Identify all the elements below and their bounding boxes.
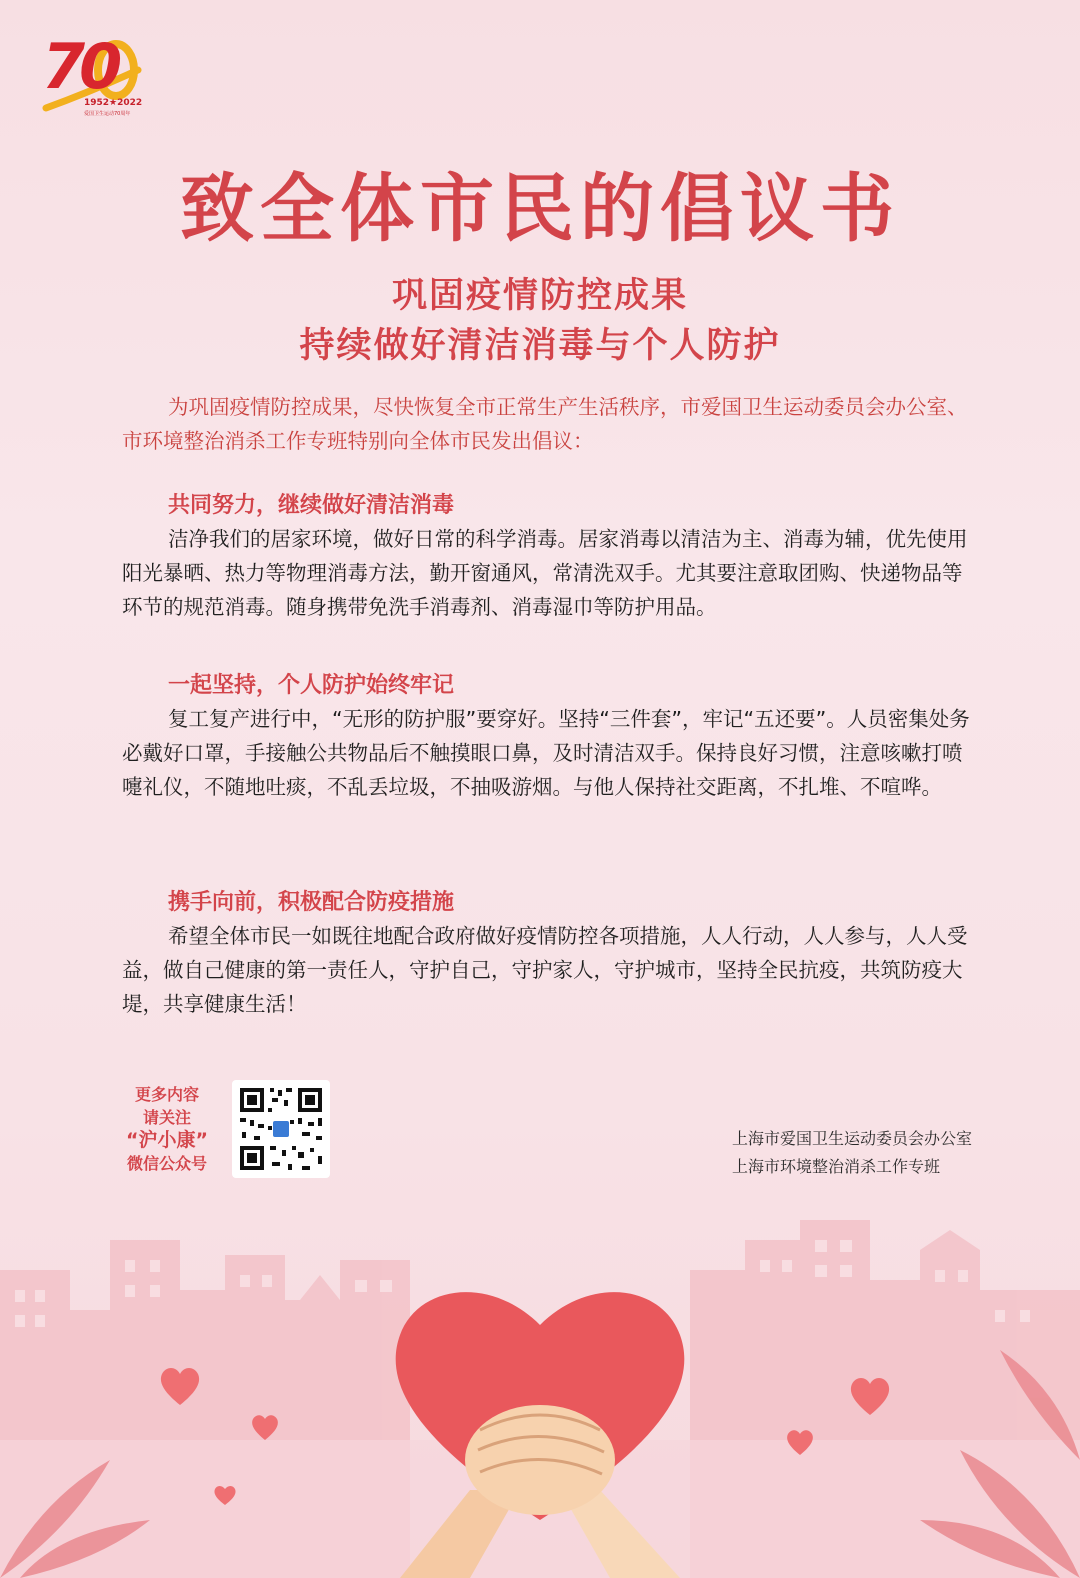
section-heading-2: 一起坚持，个人防护始终牢记 <box>168 673 455 698</box>
page-title: 致全体市民的倡议书 <box>180 166 900 252</box>
subtitle-line-1: 巩固疫情防控成果 <box>391 276 688 316</box>
section-heading-1: 共同努力，继续做好清洁消毒 <box>168 493 455 518</box>
section-body-2: 复工复产进行中，“无形的防护服”要穿好。坚持“三件套”，牢记“五还要”。人员密集处务必戴好口罩，手接触公共物品后不触摸眼口鼻，及时清洁双手。保持良好习惯，注意咳嗽打喷嚏礼仪，不随地吐痰，不乱丢垃圾，不抽吸游烟。与他人保持社交距离，不扎堆、不喧哗。 <box>122 707 970 799</box>
logo-years: 1952★2022 <box>84 98 143 108</box>
subtitle-line-2: 持续做好清洁消毒与个人防护 <box>299 326 781 366</box>
follow-line-1: 更多内容 <box>134 1085 199 1104</box>
signature-line-2: 上海市环境整治消杀工作专班 <box>731 1157 940 1176</box>
section-heading-3: 携手向前，积极配合防疫措施 <box>168 890 455 915</box>
signature-line-1: 上海市爱国卫生运动委员会办公室 <box>731 1129 972 1148</box>
section-body-1: 洁净我们的居家环境，做好日常的科学消毒。居家消毒以清洁为主、消毒为辅，优先使用阳光暴晒、热力等物理消毒方法，勤开窗通风，常清洗双手。尤其要注意取团购、快递物品等环节的规范消毒。随身携带免洗手消毒剂、消毒湿巾等防护用品。 <box>122 527 968 619</box>
signature-block <box>732 1125 972 1181</box>
section-body-3: 希望全体市民一如既往地配合政府做好疫情防控各项措施，人人行动，人人参与，人人受益，做自己健康的第一责任人，守护自己，守护家人，守护城市，坚持全民抗疫，共筑防疫大堤，共享健康生活！ <box>122 924 968 1016</box>
follow-line-2: 请关注 <box>142 1108 191 1127</box>
anniversary-logo <box>40 30 150 120</box>
city-heart-illustration <box>0 1200 1080 1578</box>
follow-prompt <box>112 1083 222 1175</box>
qr-code-icon[interactable] <box>232 1080 330 1178</box>
logo-caption: 爱国卫生运动70周年 <box>84 111 131 117</box>
follow-account-name: “沪小康” <box>126 1129 208 1151</box>
intro-paragraph: 为巩固疫情防控成果，尽快恢复全市正常生产生活秩序，市爱国卫生运动委员会办公室、市环境整治消杀工作专班特别向全体市民发出倡议： <box>122 395 968 453</box>
logo-number: 70 <box>42 30 117 103</box>
follow-line-4: 微信公众号 <box>126 1154 207 1173</box>
